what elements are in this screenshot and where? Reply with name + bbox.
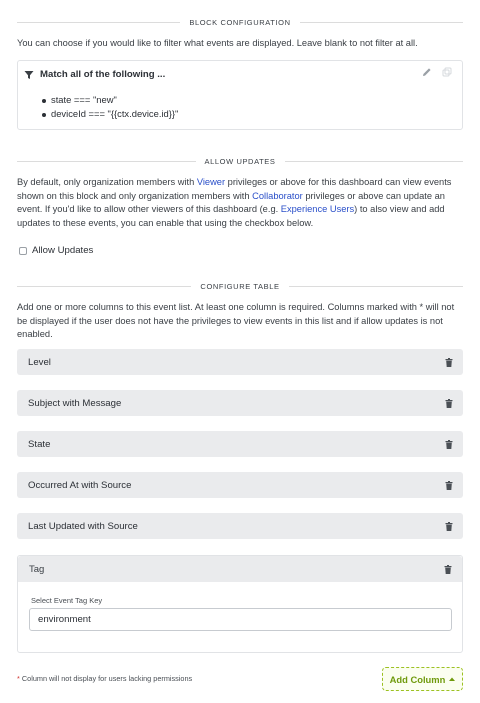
section-header-block-configuration (17, 18, 463, 27)
filter-condition: deviceId === "{{ctx.device.id}}" (42, 107, 178, 121)
column-label: Last Updated with Source (28, 520, 138, 532)
filter-panel[interactable] (17, 60, 463, 130)
divider (17, 22, 180, 23)
tag-key-input[interactable] (29, 608, 452, 631)
section-title: ALLOW UPDATES (204, 157, 276, 166)
description-text: ) to also view and add updates to these events, you can enable that using the checkbox below. (17, 204, 445, 228)
tag-key-field-label: Select Event Tag Key (31, 596, 103, 605)
caret-up-icon (449, 677, 455, 681)
column-label: Tag (29, 563, 45, 575)
funnel-icon (24, 70, 34, 80)
filter-intro-text: You can choose if you would like to filter what events are displayed. Leave blank to not filter at all. (17, 38, 418, 48)
divider (17, 161, 196, 162)
section-header-allow-updates (17, 157, 463, 166)
section-title: CONFIGURE TABLE (200, 282, 280, 291)
filter-conditions (42, 93, 178, 121)
column-row[interactable] (17, 431, 463, 457)
add-column-label: Add Column (389, 673, 446, 685)
tag-column-panel (17, 555, 463, 653)
filter-title: Match all of the following ... (40, 69, 166, 80)
trash-icon[interactable] (444, 565, 452, 574)
column-row[interactable] (17, 349, 463, 375)
trash-icon[interactable] (445, 399, 453, 408)
allow-updates-label[interactable]: Allow Updates (32, 245, 94, 256)
column-row[interactable] (17, 390, 463, 416)
configure-table-intro: Add one or more columns to this event list. At least one column is required. Columns marked with * will not be displayed if the user does not have the privileges to view events in this list and if allow updates is not enabled. (17, 302, 455, 339)
pencil-icon[interactable] (422, 67, 432, 77)
divider (289, 286, 463, 287)
trash-icon[interactable] (445, 522, 453, 531)
allow-updates-description (17, 176, 465, 230)
experience-users-link[interactable]: Experience Users (280, 204, 355, 214)
footnote (17, 674, 192, 683)
column-label: Subject with Message (28, 397, 122, 409)
column-label: Occurred At with Source (28, 479, 132, 491)
filter-condition: state === "new" (42, 93, 178, 107)
description-text: By default, only organization members with (17, 177, 197, 187)
allow-updates-checkbox[interactable] (19, 247, 27, 255)
collaborator-link[interactable]: Collaborator (252, 190, 303, 201)
trash-icon[interactable] (445, 358, 453, 367)
description-text: privileges or above can update an event. If you'd like to allow other viewers of this dashboard (e.g. (17, 190, 445, 214)
column-row[interactable] (17, 513, 463, 539)
filter-actions (422, 67, 452, 77)
footnote-text: Column will not display for users lacking permissions (19, 674, 193, 683)
column-label: State (28, 438, 51, 450)
copy-icon[interactable] (442, 67, 452, 77)
tag-column-header[interactable] (18, 556, 462, 582)
divider (300, 22, 463, 23)
required-star: * (17, 674, 20, 683)
column-row[interactable] (17, 472, 463, 498)
section-header-configure-table (17, 282, 463, 291)
divider (285, 161, 464, 162)
divider (17, 286, 191, 287)
add-column-button[interactable] (382, 667, 463, 691)
description-text: privileges or above for this dashboard can view events shown on this block and only organization members with (17, 177, 452, 201)
column-label: Level (28, 356, 51, 368)
trash-icon[interactable] (445, 440, 453, 449)
section-title: BLOCK CONFIGURATION (189, 18, 291, 27)
viewer-link[interactable]: Viewer (196, 177, 226, 187)
filter-title-row (24, 69, 165, 80)
allow-updates-checkbox-row[interactable] (19, 245, 93, 256)
trash-icon[interactable] (445, 481, 453, 490)
